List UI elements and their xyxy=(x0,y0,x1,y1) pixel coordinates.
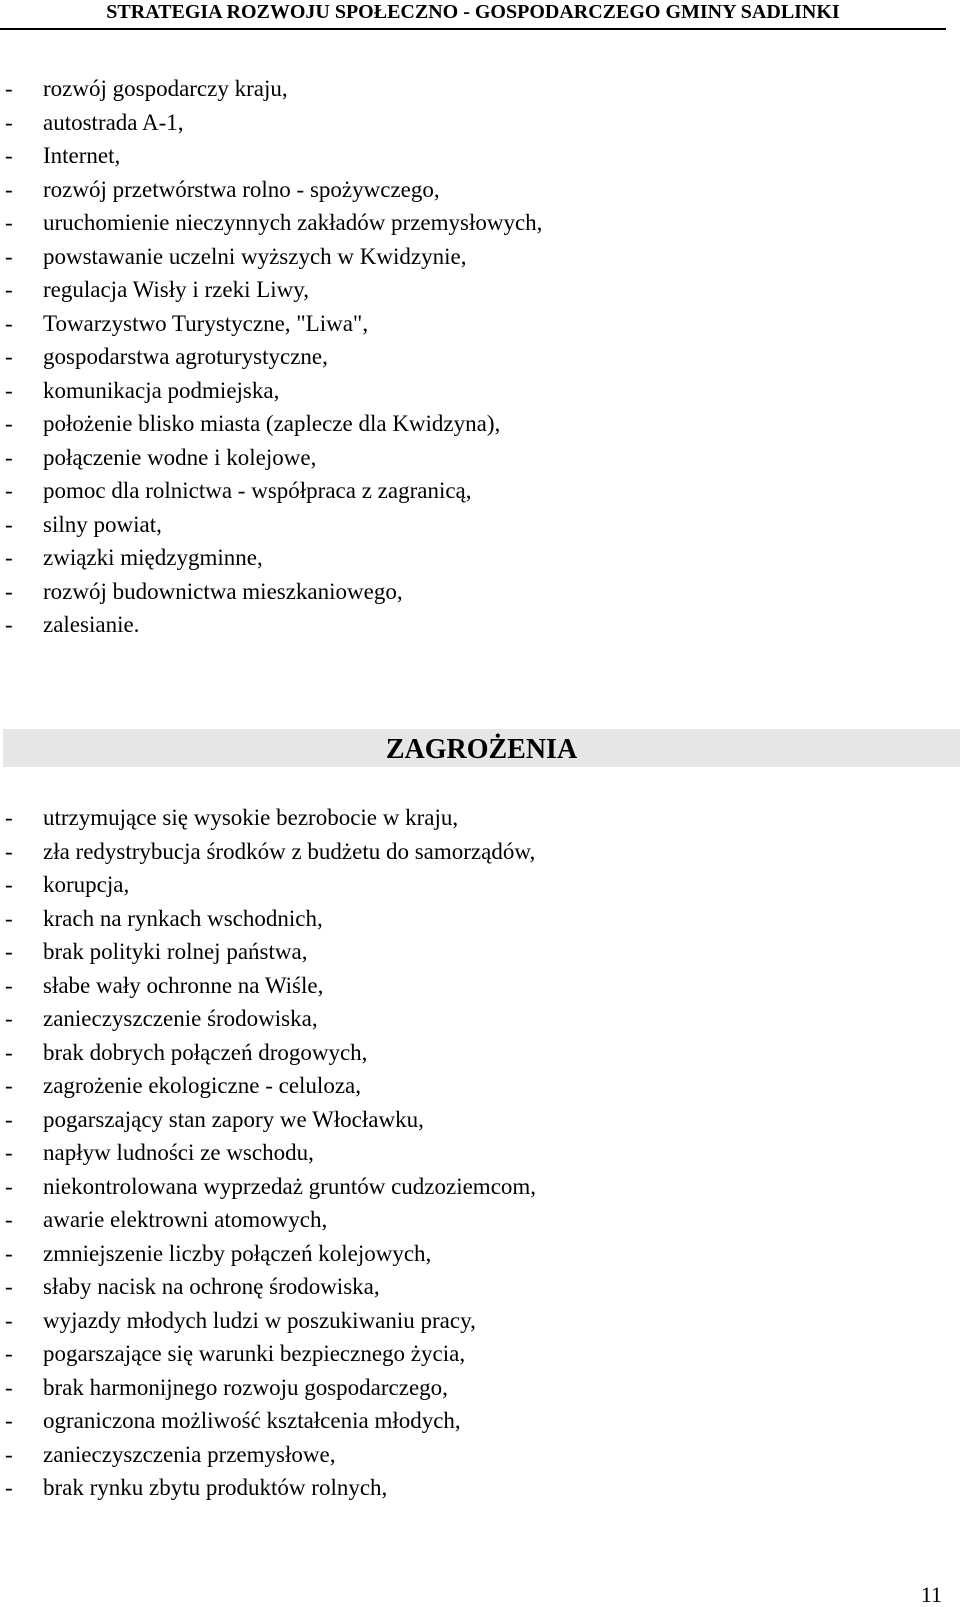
running-header: STRATEGIA ROZWOJU SPOŁECZNO - GOSPODARCZEGO GMINY SADLINKI xyxy=(0,0,946,30)
list-item xyxy=(0,541,542,575)
list-marker: - xyxy=(5,905,13,931)
list-marker: - xyxy=(5,1240,13,1266)
list-item xyxy=(0,868,536,902)
list-marker: - xyxy=(5,612,13,637)
list-item xyxy=(0,407,542,441)
list-item xyxy=(0,1337,536,1371)
list-item xyxy=(0,441,542,475)
threats-list xyxy=(0,801,536,1505)
list-item xyxy=(0,1371,536,1405)
list-item-text: zagrożenie ekologiczne - celuloza, xyxy=(43,1073,361,1098)
list-item xyxy=(0,374,542,408)
list-item-text: położenie blisko miasta (zaplecze dla Kwidzyna), xyxy=(43,411,501,436)
list-item-text: rozwój budownictwa mieszkaniowego, xyxy=(43,578,403,604)
list-item xyxy=(0,969,536,1003)
list-item-text: gospodarstwa agroturystyczne, xyxy=(43,344,328,369)
list-item-text: rozwój gospodarczy kraju, xyxy=(43,76,288,101)
list-item xyxy=(0,474,542,508)
list-marker: - xyxy=(5,838,13,864)
list-item xyxy=(0,273,542,307)
list-marker: - xyxy=(5,76,13,101)
list-item xyxy=(0,935,536,969)
list-marker: - xyxy=(5,1006,13,1031)
list-marker: - xyxy=(5,109,13,135)
list-marker: - xyxy=(5,1341,13,1366)
list-item xyxy=(0,106,542,140)
list-marker: - xyxy=(5,578,13,604)
list-item-text: ograniczona możliwość kształcenia młodych, xyxy=(43,1408,461,1433)
page-number: 11 xyxy=(920,1582,942,1607)
list-item xyxy=(0,1136,536,1170)
list-item xyxy=(0,1203,536,1237)
list-item-text: wyjazdy młodych ludzi w poszukiwaniu pracy, xyxy=(43,1307,476,1333)
list-marker: - xyxy=(5,972,13,998)
list-item xyxy=(0,1237,536,1271)
list-marker: - xyxy=(5,411,13,436)
list-item-text: pomoc dla rolnictwa - współpraca z zagranicą, xyxy=(43,478,472,503)
list-item xyxy=(0,835,536,869)
list-item xyxy=(0,139,542,173)
list-item-text: krach na rynkach wschodnich, xyxy=(43,905,323,931)
list-item-text: połączenie wodne i kolejowe, xyxy=(43,444,317,470)
list-marker: - xyxy=(5,1039,13,1065)
list-item-text: brak harmonijnego rozwoju gospodarczego, xyxy=(43,1374,448,1400)
list-item-text: pogarszające się warunki bezpiecznego życia, xyxy=(43,1341,466,1366)
list-item xyxy=(0,1304,536,1338)
list-marker: - xyxy=(5,511,13,537)
list-item-text: brak rynku zbytu produktów rolnych, xyxy=(43,1475,388,1500)
opportunities-list xyxy=(0,72,542,642)
list-marker: - xyxy=(5,344,13,369)
list-item-text: komunikacja podmiejska, xyxy=(43,377,280,403)
list-item xyxy=(0,240,542,274)
list-marker: - xyxy=(5,243,13,269)
list-marker: - xyxy=(5,1140,13,1165)
list-item xyxy=(0,206,542,240)
list-item xyxy=(0,1471,536,1505)
list-marker: - xyxy=(5,805,13,830)
list-item xyxy=(0,173,542,207)
list-marker: - xyxy=(5,939,13,964)
list-item-text: zanieczyszczenia przemysłowe, xyxy=(43,1441,336,1467)
list-item-text: powstawanie uczelni wyższych w Kwidzynie, xyxy=(43,243,467,269)
list-item-text: związki międzygminne, xyxy=(43,545,263,570)
list-item xyxy=(0,1404,536,1438)
list-item xyxy=(0,608,542,642)
list-item-text: zanieczyszczenie środowiska, xyxy=(43,1006,318,1031)
list-item-text: brak dobrych połączeń drogowych, xyxy=(43,1039,368,1065)
list-item xyxy=(0,575,542,609)
list-marker: - xyxy=(5,872,13,897)
list-item-text: utrzymujące się wysokie bezrobocie w kraju, xyxy=(43,805,459,830)
list-item-text: napływ ludności ze wschodu, xyxy=(43,1140,314,1165)
list-item-text: awarie elektrowni atomowych, xyxy=(43,1207,328,1232)
list-marker: - xyxy=(5,210,13,235)
list-item-text: niekontrolowana wyprzedaż gruntów cudzoziemcom, xyxy=(43,1173,537,1199)
list-item xyxy=(0,72,542,106)
list-item xyxy=(0,1002,536,1036)
list-marker: - xyxy=(5,1173,13,1199)
list-marker: - xyxy=(5,444,13,470)
list-item-text: silny powiat, xyxy=(43,511,162,537)
section-title-threats: ZAGROŻENIA xyxy=(385,734,578,765)
list-item xyxy=(0,1069,536,1103)
list-marker: - xyxy=(5,478,13,503)
list-item-text: zła redystrybucja środków z budżetu do samorządów, xyxy=(43,838,536,864)
list-marker: - xyxy=(5,143,13,168)
list-item-text: słaby nacisk na ochronę środowiska, xyxy=(43,1274,380,1299)
list-marker: - xyxy=(5,1207,13,1232)
list-item xyxy=(0,1170,536,1204)
list-marker: - xyxy=(5,1441,13,1467)
list-item-text: rozwój przetwórstwa rolno - spożywczego, xyxy=(43,176,440,202)
list-item xyxy=(0,1103,536,1137)
list-item-text: uruchomienie nieczynnych zakładów przemysłowych, xyxy=(43,210,543,235)
list-item-text: słabe wały ochronne na Wiśle, xyxy=(43,972,324,998)
list-item xyxy=(0,801,536,835)
list-marker: - xyxy=(5,1307,13,1333)
list-marker: - xyxy=(5,1106,13,1132)
list-item-text: regulacja Wisły i rzeki Liwy, xyxy=(43,277,310,302)
list-item xyxy=(0,1036,536,1070)
list-marker: - xyxy=(5,1374,13,1400)
list-marker: - xyxy=(5,1073,13,1098)
list-item xyxy=(0,508,542,542)
list-marker: - xyxy=(5,1475,13,1500)
list-item xyxy=(0,1438,536,1472)
list-item xyxy=(0,340,542,374)
list-item-text: pogarszający stan zapory we Włocławku, xyxy=(43,1106,424,1132)
list-item xyxy=(0,902,536,936)
list-item-text: Internet, xyxy=(43,143,121,168)
list-marker: - xyxy=(5,545,13,570)
list-item-text: korupcja, xyxy=(43,872,130,897)
list-marker: - xyxy=(5,377,13,403)
list-marker: - xyxy=(5,310,13,336)
list-item-text: zalesianie. xyxy=(43,612,140,637)
list-item xyxy=(0,307,542,341)
list-item-text: zmniejszenie liczby połączeń kolejowych, xyxy=(43,1240,432,1266)
list-item-text: brak polityki rolnej państwa, xyxy=(43,939,308,964)
list-marker: - xyxy=(5,176,13,202)
list-marker: - xyxy=(5,277,13,302)
list-item xyxy=(0,1270,536,1304)
list-item-text: Towarzystwo Turystyczne, "Liwa", xyxy=(43,310,369,336)
list-marker: - xyxy=(5,1274,13,1299)
list-marker: - xyxy=(5,1408,13,1433)
list-item-text: autostrada A-1, xyxy=(43,109,184,135)
